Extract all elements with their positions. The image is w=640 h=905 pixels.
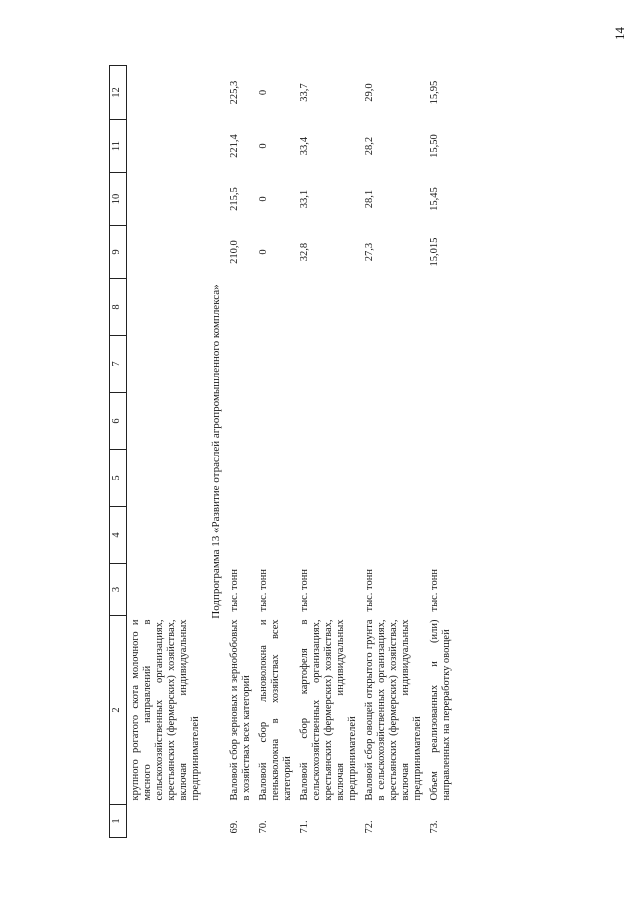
value-col-12: 0 <box>258 89 269 96</box>
subprogram-title: Подпрограмма 13 «Развитие отраслей агропромышленного комплекса» <box>210 284 222 619</box>
continuation-text: крупного рогатого скота молочного и мясного направлений в сельскохозяйственных организациях, крестьянских (фермерских) хозяйствах, включая индивидуальных предпринимателей <box>130 619 201 801</box>
indicator-name: Валовой сбор льноволокна и пенькволокна в хозяйствах всех категорий <box>258 619 293 801</box>
value-col-11: 0 <box>258 143 269 149</box>
value-col-11: 28,2 <box>364 136 375 156</box>
unit: тыс. тонн <box>229 569 240 612</box>
col-header-11: 11 <box>110 120 127 173</box>
col-header-12: 12 <box>110 66 127 120</box>
indicator-name: Валовой сбор картофеля в сельскохозяйственных организациях, крестьянских (фермерских) хозяйствах, включая индивидуальных предпринимателей <box>299 619 358 801</box>
indicator-table-sheet <box>109 66 550 838</box>
indicator-name: Валовой сбор зерновых и зернобобовых в хозяйствах всех категорий <box>229 619 252 801</box>
col-header-3: 3 <box>110 564 127 616</box>
value-col-11: 221,4 <box>229 134 240 158</box>
indicator-table <box>109 65 455 838</box>
indicator-name: Валовой сбор овощей открытого грунта в сельскохозяйственных организациях, крестьянских (фермерских) хозяйствах, включая индивидуальных предпринимателей <box>364 619 423 801</box>
row-number: 71. <box>299 820 310 834</box>
unit: тыс. тонн <box>299 569 310 612</box>
value-col-12: 29,0 <box>364 83 375 102</box>
value-col-10: 33,1 <box>299 189 310 209</box>
indicator-name: Объем реализованных и (или) направленных на переработку овощей <box>429 619 452 801</box>
table-row <box>255 66 296 838</box>
table-row <box>296 66 361 838</box>
value-col-9: 15,015 <box>429 237 440 267</box>
value-col-10: 15,45 <box>429 187 440 211</box>
col-header-1: 1 <box>110 805 127 838</box>
value-col-11: 33,4 <box>299 136 310 156</box>
col-header-2: 2 <box>110 616 127 805</box>
unit: тыс. тонн <box>364 569 375 612</box>
col-header-9: 9 <box>110 226 127 279</box>
page-number: 14 <box>612 27 627 40</box>
col-header-4: 4 <box>110 507 127 564</box>
subprogram-row <box>204 66 226 838</box>
value-col-12: 15,95 <box>429 80 440 105</box>
value-col-9: 32,8 <box>299 242 310 262</box>
row-number: 69. <box>229 820 240 834</box>
value-col-9: 210,0 <box>229 240 240 264</box>
col-header-7: 7 <box>110 336 127 393</box>
col-header-8: 8 <box>110 279 127 336</box>
value-col-10: 0 <box>258 196 269 202</box>
table-row <box>226 66 255 838</box>
col-header-10: 10 <box>110 173 127 226</box>
value-col-12: 33,7 <box>299 83 310 102</box>
col-header-5: 5 <box>110 450 127 507</box>
value-col-12: 225,3 <box>229 80 240 105</box>
row-number: 70. <box>258 820 269 834</box>
row-number: 72. <box>364 820 375 834</box>
value-col-10: 215,5 <box>229 187 240 211</box>
value-col-11: 15,50 <box>429 134 440 158</box>
unit: тыс. тонн <box>429 569 440 612</box>
col-header-6: 6 <box>110 393 127 450</box>
continuation-row <box>127 66 205 838</box>
column-number-header-row <box>110 66 127 838</box>
table-row <box>426 66 455 838</box>
value-col-9: 27,3 <box>364 242 375 262</box>
value-col-9: 0 <box>258 249 269 255</box>
table-row <box>361 66 426 838</box>
unit: тыс. тонн <box>258 569 269 612</box>
value-col-10: 28,1 <box>364 189 375 209</box>
row-number: 73. <box>429 820 440 834</box>
